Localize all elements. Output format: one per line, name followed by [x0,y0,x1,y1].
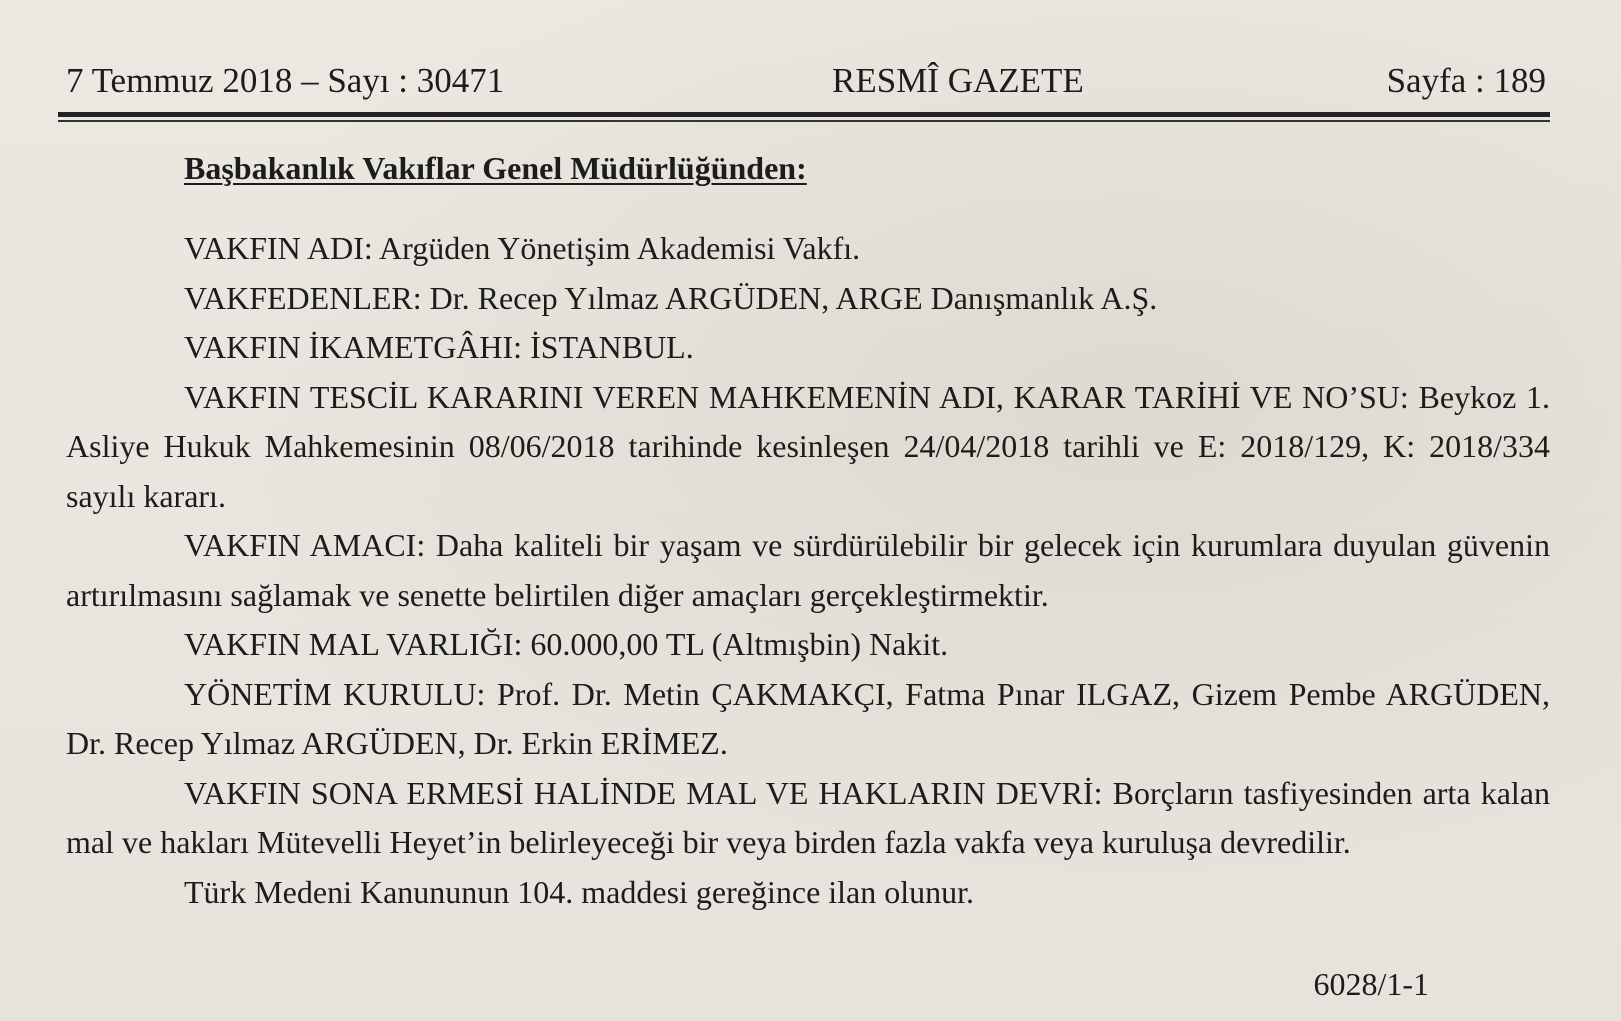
paragraph-foundation-name: VAKFIN ADI: Argüden Yönetişim Akademisi Vakfı. [184,230,861,266]
announcement-heading: Başbakanlık Vakıflar Genel Müdürlüğünden: [184,150,807,186]
paragraph-purpose: VAKFIN AMACI: Daha kaliteli bir yaşam ve sürdürülebilir bir gelecek için kurumlara duyulan güvenin artırılmasını sağlamak ve senette belirtilen diğer amaçları gerçekleştirmektir. [66,527,1550,613]
paragraph-court-decision: VAKFIN TESCİL KARARINI VEREN MAHKEMENİN ADI, KARAR TARİHİ VE NO’SU: Beykoz 1. Asliye Hukuk Mahkemesinin 08/06/2018 tarihinde kesinleşen 24/04/2018 tarihli ve E: 2018/129, K: 2018/334 sayılı kararı. [66,378,1550,514]
paragraph-board: YÖNETİM KURULU: Prof. Dr. Metin ÇAKMAKÇI, Fatma Pınar ILGAZ, Gizem Pembe ARGÜDEN, Dr. Recep Yılmaz ARGÜDEN, Dr. Erkin ERİMEZ. [66,675,1550,761]
paragraph-residence: VAKFIN İKAMETGÂHI: İSTANBUL. [184,329,694,365]
header-date-issue: 7 Temmuz 2018 – Sayı : 30471 [66,61,505,100]
paragraph-assets: VAKFIN MAL VARLIĞI: 60.000,00 TL (Altmışbin) Nakit. [184,626,949,662]
header-page-number: Sayfa : 189 [1386,61,1546,100]
reference-number: 6028/1-1 [1313,966,1429,1002]
paragraph-legal-notice: Türk Medeni Kanununun 104. maddesi gereğince ilan olunur. [184,873,975,910]
paragraph-founders: VAKFEDENLER: Dr. Recep Yılmaz ARGÜDEN, ARGE Danışmanlık A.Ş. [184,279,1158,316]
page-header [66,58,1546,104]
header-rule-thick [58,112,1550,117]
paragraph-dissolution: VAKFIN SONA ERMESİ HALİNDE MAL VE HAKLARIN DEVRİ: Borçların tasfiyesinden arta kalan mal ve hakları Mütevelli Heyet’in belirleyeceği bir veya birden fazla vakfa veya kuruluşa devredilir. [66,774,1550,860]
header-title: RESMÎ GAZETE [832,61,1084,100]
header-rule-thin [58,120,1550,122]
announcement-body [66,224,1550,917]
